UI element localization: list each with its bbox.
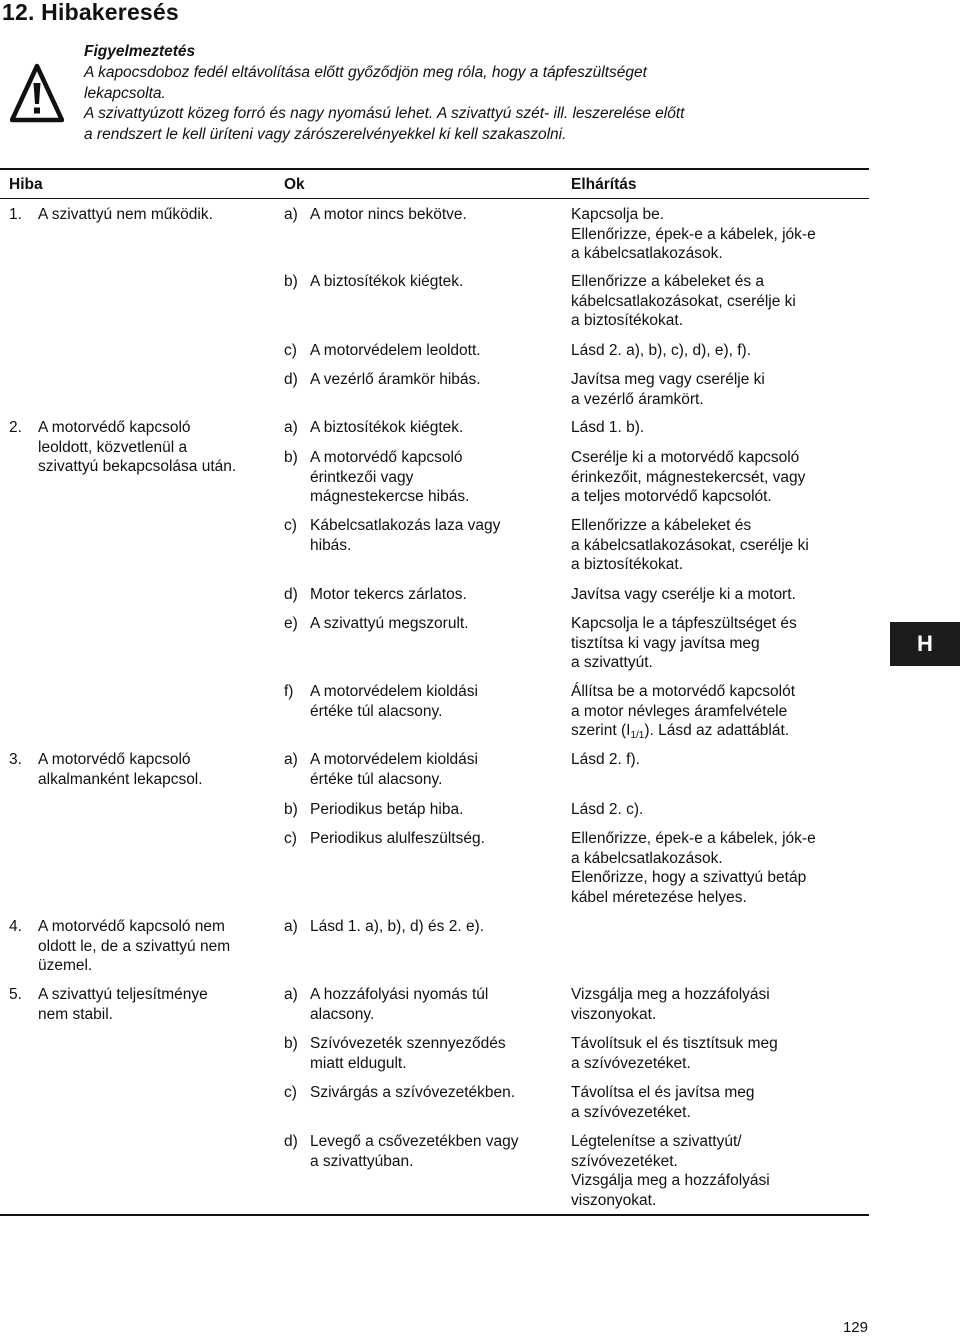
table-bottom-rule	[0, 1214, 869, 1216]
cause-line: A biztosítékok kiégtek.	[310, 273, 464, 290]
cause-text	[310, 516, 500, 555]
remedy-line: kábelcsatlakozásokat, cserélje ki	[571, 292, 796, 310]
remedy-line: a motor névleges áramfelvétele	[571, 702, 788, 720]
remedy-text	[571, 750, 640, 770]
cause-text	[310, 985, 488, 1024]
cause-letter: a)	[284, 918, 298, 935]
cause-letter: d)	[284, 586, 298, 603]
remedy-line: Ellenőrizze, épek-e a kábelek, jók-e	[571, 830, 816, 847]
fault-description	[38, 985, 208, 1024]
fault-line: oldott le, de a szivattyú nem	[38, 937, 231, 955]
remedy-line: szívóvezetéket.	[571, 1152, 678, 1170]
table-top-rule	[0, 168, 869, 170]
fault-line: szivattyú bekapcsolása után.	[38, 458, 237, 475]
remedy-line: Ellenőrizze a kábeleket és a	[571, 273, 765, 290]
fault-description	[38, 750, 203, 789]
remedy-line: a szívóvezetéket.	[571, 1103, 691, 1121]
cause-text	[310, 1034, 506, 1073]
cause-letter: c)	[284, 517, 297, 534]
remedy-line: Állítsa be a motorvédő kapcsolót	[571, 683, 796, 700]
remedy-text	[571, 1083, 755, 1122]
remedy-line: a kábelcsatlakozások.	[571, 245, 723, 262]
cause-line: Lásd 1. a), b), d) és 2. e).	[310, 918, 485, 935]
cause-letter: e)	[284, 615, 298, 632]
remedy-text	[571, 272, 796, 331]
fault-line: alkalmanként lekapcsol.	[38, 770, 203, 788]
cause-line: A motorvédelem kioldási	[310, 751, 478, 768]
fault-number: 5.	[9, 986, 22, 1003]
remedy-text	[571, 1034, 778, 1073]
cause-line: Periodikus betáp hiba.	[310, 801, 464, 818]
cause-text	[310, 750, 478, 789]
remedy-line: a biztosítékokat.	[571, 312, 684, 329]
page-number: 129	[842, 1319, 868, 1336]
cause-text	[310, 418, 463, 438]
remedy-text	[571, 985, 770, 1024]
warning-notice	[84, 42, 824, 146]
cause-line: érintkezői vagy	[310, 468, 414, 486]
remedy-line	[571, 721, 795, 741]
remedy-text	[571, 448, 805, 507]
cause-text	[310, 272, 463, 292]
remedy-line: Lásd 1. b).	[571, 419, 645, 436]
remedy-line: Lásd 2. a), b), c), d), e), f).	[571, 342, 752, 359]
fault-description	[38, 205, 213, 225]
header-fault: Hiba	[9, 176, 43, 193]
warning-line: lekapcsolta.	[84, 84, 166, 102]
cause-line: A motor nincs bekötve.	[310, 206, 467, 223]
remedy-text	[571, 829, 816, 907]
header-cause: Ok	[284, 176, 305, 193]
cause-line: A szivattyú megszorult.	[310, 615, 469, 632]
cause-line: Periodikus alulfeszültség.	[310, 830, 485, 847]
remedy-text	[571, 418, 644, 438]
remedy-line: érinkezőit, mágnestekercsét, vagy	[571, 468, 806, 486]
fault-line: üzemel.	[38, 957, 93, 974]
cause-line: Kábelcsatlakozás laza vagy	[310, 517, 501, 534]
cause-letter: b)	[284, 801, 298, 818]
language-tab: H	[890, 622, 960, 666]
cause-line: A motorvédelem kioldási	[310, 683, 478, 700]
remedy-line: Cserélje ki a motorvédő kapcsoló	[571, 449, 800, 466]
remedy-line: Javítsa vagy cserélje ki a motort.	[571, 586, 796, 603]
cause-letter: b)	[284, 273, 298, 290]
remedy-text	[571, 205, 816, 264]
warning-triangle-icon	[10, 63, 64, 123]
cause-text	[310, 614, 469, 634]
cause-letter: b)	[284, 449, 298, 466]
fault-line: A motorvédő kapcsoló nem	[38, 918, 225, 935]
cause-line: miatt eldugult.	[310, 1054, 407, 1072]
remedy-line: Ellenőrizze, épek-e a kábelek, jók-e	[571, 225, 816, 243]
cause-letter: a)	[284, 986, 298, 1003]
remedy-line: a kábelcsatlakozásokat, cserélje ki	[571, 536, 809, 554]
cause-line: A motorvédelem leoldott.	[310, 342, 481, 359]
cause-text	[310, 682, 478, 721]
remedy-line: a kábelcsatlakozások.	[571, 849, 723, 867]
cause-text	[310, 341, 481, 361]
fault-line: A szivattyú teljesítménye	[38, 986, 208, 1003]
fault-line: leoldott, közvetlenül a	[38, 438, 188, 456]
cause-line: A hozzáfolyási nyomás túl	[310, 986, 489, 1003]
remedy-line: a szivattyút.	[571, 654, 653, 671]
cause-letter: a)	[284, 419, 298, 436]
fault-line: A szivattyú nem működik.	[38, 206, 213, 223]
fault-description	[38, 917, 230, 976]
page-title: 12. Hibakeresés	[2, 0, 179, 25]
cause-letter: c)	[284, 830, 297, 847]
cause-line: A vezérlő áramkör hibás.	[310, 371, 481, 388]
cause-text	[310, 800, 463, 820]
fault-description	[38, 418, 236, 477]
cause-line: értéke túl alacsony.	[310, 770, 443, 788]
cause-letter: a)	[284, 751, 298, 768]
remedy-line: Távolítsa el és javítsa meg	[571, 1084, 755, 1101]
cause-text	[310, 1132, 519, 1171]
fault-number: 1.	[9, 206, 22, 223]
cause-line: Szivárgás a szívóvezetékben.	[310, 1084, 516, 1101]
cause-line: Szívóvezeték szennyeződés	[310, 1035, 506, 1052]
remedy-text	[571, 1132, 770, 1210]
remedy-line: kábel méretezése helyes.	[571, 888, 747, 906]
remedy-text	[571, 585, 796, 605]
remedy-text	[571, 800, 643, 820]
cause-line: mágnestekercse hibás.	[310, 488, 470, 505]
remedy-line: a teljes motorvédő kapcsolót.	[571, 488, 772, 505]
fault-number: 2.	[9, 419, 22, 436]
fault-number: 4.	[9, 918, 22, 935]
fault-line: A motorvédő kapcsoló	[38, 751, 191, 768]
remedy-fragment: szerint (I	[571, 722, 631, 739]
cause-line: A motorvédő kapcsoló	[310, 449, 463, 466]
fault-line: A motorvédő kapcsoló	[38, 419, 191, 436]
remedy-line: viszonyokat.	[571, 1191, 657, 1209]
current-subscript: 1/1	[630, 730, 645, 741]
cause-text	[310, 917, 484, 937]
table-header-rule	[0, 198, 869, 199]
remedy-line: Ellenőrizze a kábeleket és	[571, 517, 752, 534]
cause-line: Motor tekercs zárlatos.	[310, 586, 467, 603]
remedy-line: a biztosítékokat.	[571, 556, 684, 573]
remedy-line: Vizsgálja meg a hozzáfolyási	[571, 1172, 770, 1189]
cause-letter: c)	[284, 1084, 297, 1101]
cause-line: értéke túl alacsony.	[310, 702, 443, 720]
cause-letter: d)	[284, 1133, 298, 1150]
remedy-line: viszonyokat.	[571, 1005, 657, 1023]
remedy-line: a szívóvezetéket.	[571, 1054, 691, 1072]
cause-line: A biztosítékok kiégtek.	[310, 419, 464, 436]
cause-text	[310, 585, 467, 605]
warning-heading: Figyelmeztetés	[84, 43, 196, 60]
remedy-line: Vizsgálja meg a hozzáfolyási	[571, 986, 770, 1003]
warning-line: A kapocsdoboz fedél eltávolítása előtt győződjön meg róla, hogy a tápfeszültséget	[84, 63, 647, 81]
fault-number: 3.	[9, 751, 22, 768]
cause-letter: b)	[284, 1035, 298, 1052]
remedy-line: Lásd 2. c).	[571, 801, 644, 818]
remedy-line: Légtelenítse a szivattyút/	[571, 1133, 742, 1150]
cause-letter: f)	[284, 683, 294, 700]
remedy-text	[571, 516, 809, 575]
fault-line: nem stabil.	[38, 1005, 113, 1023]
warning-line: A szivattyúzott közeg forró és nagy nyomású lehet. A szivattyú szét- ill. leszerelése előtt	[84, 105, 685, 123]
cause-text	[310, 370, 481, 390]
remedy-line: Távolítsuk el és tisztítsuk meg	[571, 1035, 778, 1052]
remedy-text	[571, 341, 751, 361]
remedy-line: Elenőrizze, hogy a szivattyú betáp	[571, 869, 807, 886]
cause-line: Levegő a csővezetékben vagy	[310, 1133, 519, 1150]
cause-letter: c)	[284, 342, 297, 359]
cause-text	[310, 829, 485, 849]
warning-line: a rendszert le kell üríteni vagy zárószerelvényekkel ki kell szakaszolni.	[84, 126, 567, 144]
cause-line: alacsony.	[310, 1005, 375, 1023]
cause-letter: a)	[284, 206, 298, 223]
remedy-text	[571, 614, 797, 673]
remedy-line: a vezérlő áramkört.	[571, 390, 704, 408]
cause-letter: d)	[284, 371, 298, 388]
header-remedy: Elhárítás	[571, 176, 637, 193]
cause-text	[310, 205, 467, 225]
remedy-line: Kapcsolja be.	[571, 206, 665, 223]
remedy-text	[571, 370, 765, 409]
cause-line: a szivattyúban.	[310, 1152, 414, 1170]
cause-line: hibás.	[310, 536, 352, 554]
remedy-line: Javítsa meg vagy cserélje ki	[571, 371, 765, 388]
remedy-text	[571, 682, 795, 741]
remedy-line: Lásd 2. f).	[571, 751, 640, 768]
remedy-line: Kapcsolja le a tápfeszültséget és	[571, 615, 797, 632]
cause-text	[310, 1083, 515, 1103]
cause-text	[310, 448, 469, 507]
remedy-fragment: ). Lásd az adattáblát.	[644, 722, 790, 739]
remedy-line: tisztítsa ki vagy javítsa meg	[571, 634, 760, 652]
